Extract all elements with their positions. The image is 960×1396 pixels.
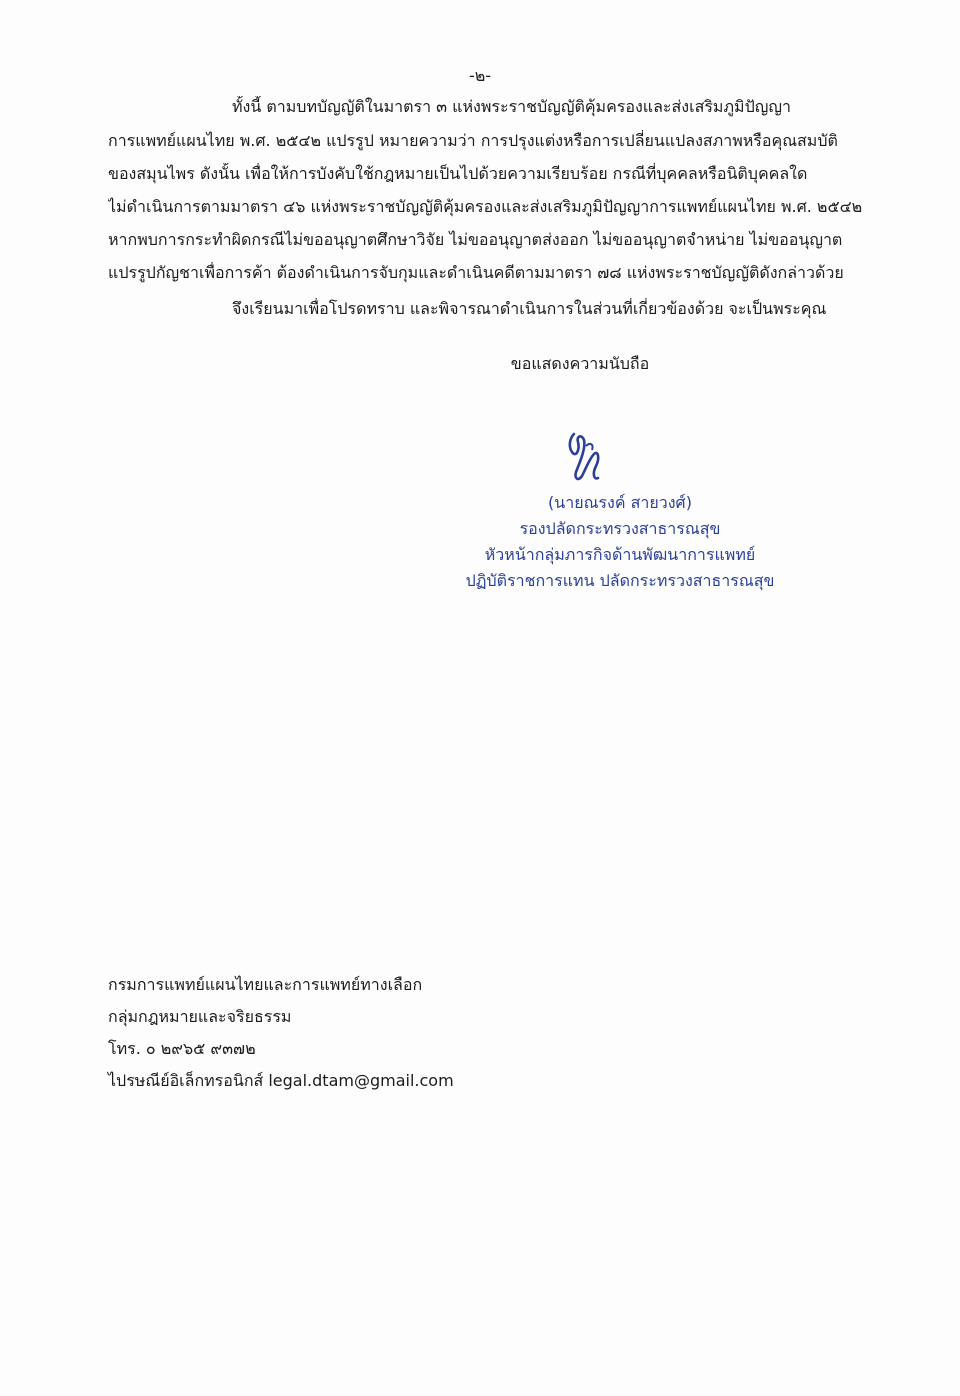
footer-email: ไปรษณีย์อิเล็กทรอนิกส์ legal.dtam@gmail.com: [108, 1071, 454, 1090]
signatory-position: ปฏิบัติราชการแทน ปลัดกระทรวงสาธารณสุข: [465, 571, 775, 590]
footer-phone: โทร. ๐ ๒๙๖๕ ๙๓๗๒: [108, 1039, 256, 1058]
paragraph-line: แปรรูปกัญชาเพื่อการค้า ต้องดำเนินการจับกุมและดำเนินคดีตามมาตรา ๗๘ แห่งพระราชบัญญัติดังกล่าวด้วย: [108, 263, 844, 282]
signatory-name: (นายณรงค์ สายวงศ์): [548, 493, 692, 512]
closing-salutation: ขอแสดงความนับถือ: [510, 354, 650, 373]
closing-paragraph: จึงเรียนมาเพื่อโปรดทราบ และพิจารณาดำเนินการในส่วนที่เกี่ยวข้องด้วย จะเป็นพระคุณ: [232, 299, 827, 318]
signatory-position: หัวหน้ากลุ่มภารกิจด้านพัฒนาการแพทย์: [484, 545, 756, 564]
paragraph-line: ไม่ดำเนินการตามมาตรา ๔๖ แห่งพระราชบัญญัติคุ้มครองและส่งเสริมภูมิปัญญาการแพทย์แผนไทย พ.ศ. ๒๕๔๒: [108, 197, 863, 216]
handwritten-signature: [560, 428, 610, 488]
paragraph-line: ทั้งนี้ ตามบทบัญญัติในมาตรา ๓ แห่งพระราชบัญญัติคุ้มครองและส่งเสริมภูมิปัญญา: [232, 97, 791, 116]
page-number: -๒-: [468, 66, 492, 85]
footer-department: กรมการแพทย์แผนไทยและการแพทย์ทางเลือก: [108, 975, 423, 994]
paragraph-line: หากพบการกระทำผิดกรณีไม่ขออนุญาตศึกษาวิจัย ไม่ขออนุญาตส่งออก ไม่ขออนุญาตจำหน่าย ไม่ขออนุญาต: [108, 230, 843, 249]
footer-division: กลุ่มกฎหมายและจริยธรรม: [108, 1007, 292, 1026]
paragraph-line: ของสมุนไพร ดังนั้น เพื่อให้การบังคับใช้กฎหมายเป็นไปด้วยความเรียบร้อย กรณีที่บุคคลหรือนิติบุคคลใด: [108, 164, 808, 183]
paragraph-line: การแพทย์แผนไทย พ.ศ. ๒๕๔๒ แปรรูป หมายความว่า การปรุงแต่งหรือการเปลี่ยนแปลงสภาพหรือคุณสมบัติ: [108, 131, 838, 150]
signatory-position: รองปลัดกระทรวงสาธารณสุข: [519, 519, 721, 538]
